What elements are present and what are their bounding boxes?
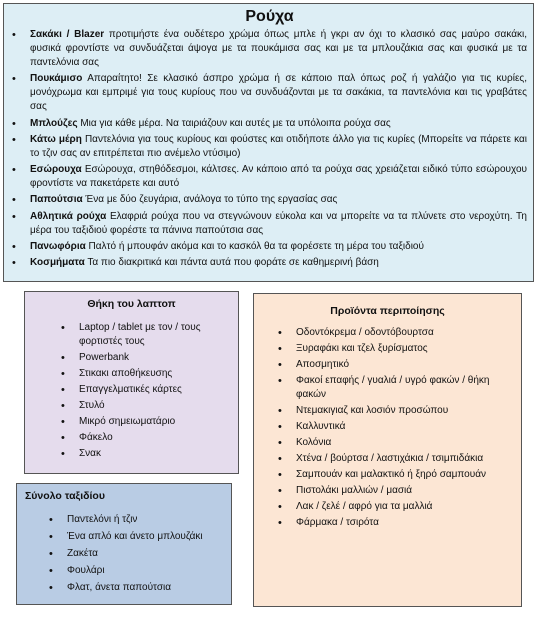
item-term: Κάτω μέρη [30, 133, 82, 145]
travel-outfit-box [16, 483, 232, 605]
list-item: • Παντελόνι ή τζιν [25, 513, 223, 527]
item-term: Πουκάμισο [30, 73, 83, 85]
item-text: προτιμήστε ένα ουδέτερο χρώμα όπως μπλε ή γκρι αν όχι το κλασικό σας μαύρο σακάκι, φυσικά φροντίστε να συνδυάζεται άψογα με τα πουκάμισα σας και με τα μπλουζάκια σας και φυσικά με τα παντελόνια σας [30, 29, 527, 68]
list-item [12, 117, 527, 131]
item-text: Τα πιο διακριτικά και πάντα αυτά που φοράτε σε καθημερινή βάση [84, 257, 379, 269]
list-item [12, 256, 527, 270]
list-item [12, 193, 527, 207]
laptop-case-list [35, 321, 228, 461]
laptop-case-title: Θήκη του λαπτοπ [87, 298, 176, 310]
item-text: Παλτό ή μπουφάν ακόμα και το κασκόλ θα τα φορέσετε τη μέρα του ταξιδιού [85, 241, 424, 253]
list-item [12, 163, 527, 191]
list-item: • Ξυραφάκι και τζελ ξυρίσματος [266, 342, 509, 356]
care-products-title: Προϊόντα περιποίησης [330, 305, 445, 317]
list-item: • Κολόνια [266, 436, 509, 450]
travel-outfit-title: Σύνολο ταξιδίου [25, 490, 105, 502]
list-item: • Στυλό [35, 399, 228, 413]
list-item [12, 240, 527, 254]
list-item: • Επαγγελματικές κάρτες [35, 383, 228, 397]
list-item: • Σαμπουάν και μαλακτικό ή ξηρό σαμπουάν [266, 468, 509, 482]
list-item: • Φλατ, άνετα παπούτσια [25, 581, 223, 595]
list-item: • Στικακι αποθήκευσης [35, 367, 228, 381]
item-term: Αθλητικά ρούχα [30, 210, 107, 222]
list-item: • Καλλυντικά [266, 420, 509, 434]
list-item: • Σνακ [35, 447, 228, 461]
list-item: • Ένα απλό και άνετο μπλουζάκι [25, 530, 223, 544]
item-term: Παπούτσια [30, 194, 83, 206]
care-products-list [266, 326, 509, 530]
item-text: Εσώρουχα, στηθόδεσμοι, κάλτσες. Αν κάποιο από τα ρούχα σας χρειάζεται ειδικό τύπο εσώρουχου φροντίστε να πακετάρετε και αυτό [30, 164, 527, 190]
list-item: • Ζακέτα [25, 547, 223, 561]
item-term: Σακάκι / Blazer [30, 29, 105, 40]
list-item: • Ντεμακιγιαζ και λοσιόν προσώπου [266, 404, 509, 418]
item-term: Εσώρουχα [30, 164, 82, 176]
item-term: Πανωφόρια [30, 241, 86, 253]
item-text: Ένα με δύο ζευγάρια, ανάλογα το τύπο της εργασίας σας [82, 194, 338, 206]
item-text: Ελαφριά ρούχα που να στεγνώνουν εύκολα και να μπορείτε να τα πλύνετε στο νεροχύτη. Τη μέρα του ταξιδιού φορέστε τα πάνινα παπούτσια σας [30, 210, 527, 236]
list-item: • Πιστολάκι μαλλιών / μασιά [266, 484, 509, 498]
item-term: Κοσμήματα [30, 257, 85, 269]
item-text: Παντελόνια για τους κυρίους και φούστες και οτιδήποτε άλλο για τις κυρίες (Μπορείτε να πάρετε και το τζιν σας αν επιτρέπεται πιο ανέμελο ντύσιμο) [30, 133, 527, 159]
travel-outfit-list [25, 513, 223, 595]
laptop-case-box [24, 291, 239, 474]
list-item: • Φάρμακα / τσιρότα [266, 516, 509, 530]
list-item [12, 133, 527, 161]
clothes-list [12, 28, 527, 270]
list-item: • Laptop / tablet με τον / τους φορτιστές τους [35, 321, 228, 349]
list-item: • Οδοντόκρεμα / οδοντόβουρτσα [266, 326, 509, 340]
list-item [12, 210, 527, 238]
list-item: • Λακ / ζελέ / αφρό για τα μαλλιά [266, 500, 509, 514]
list-item: • Φακοί επαφής / γυαλιά / υγρό φακών / θήκη φακών [266, 374, 509, 402]
list-item: • Μικρό σημειωματάριο [35, 415, 228, 429]
item-term: Μπλούζες [30, 117, 78, 129]
clothes-box [3, 3, 534, 282]
clothes-title: Ρούχα [245, 8, 294, 25]
care-products-box [253, 293, 522, 607]
list-item [12, 72, 527, 114]
item-text: Μια για κάθε μέρα. Να ταιριάζουν και αυτές με τα υπόλοιπα ρούχα σας [77, 117, 391, 129]
list-item: • Powerbank [35, 351, 228, 365]
list-item [12, 28, 527, 70]
list-item: • Αποσμητικό [266, 358, 509, 372]
list-item: • Φάκελο [35, 431, 228, 445]
item-text: Απαραίτητο! Σε κλασικό άσπρο χρώμα ή σε κάποιο παλ όπως ροζ ή γαλάζιο για τις κυρίες, μονόχρωμα και εμπριμέ για τους κυρίους που να συνδυάζονται με τα σακάκια, τα παντελόνια και τις γραβάτες σας [30, 73, 527, 113]
list-item: • Χτένα / βούρτσα / λαστιχάκια / τσιμπιδάκια [266, 452, 509, 466]
list-item: • Φουλάρι [25, 564, 223, 578]
